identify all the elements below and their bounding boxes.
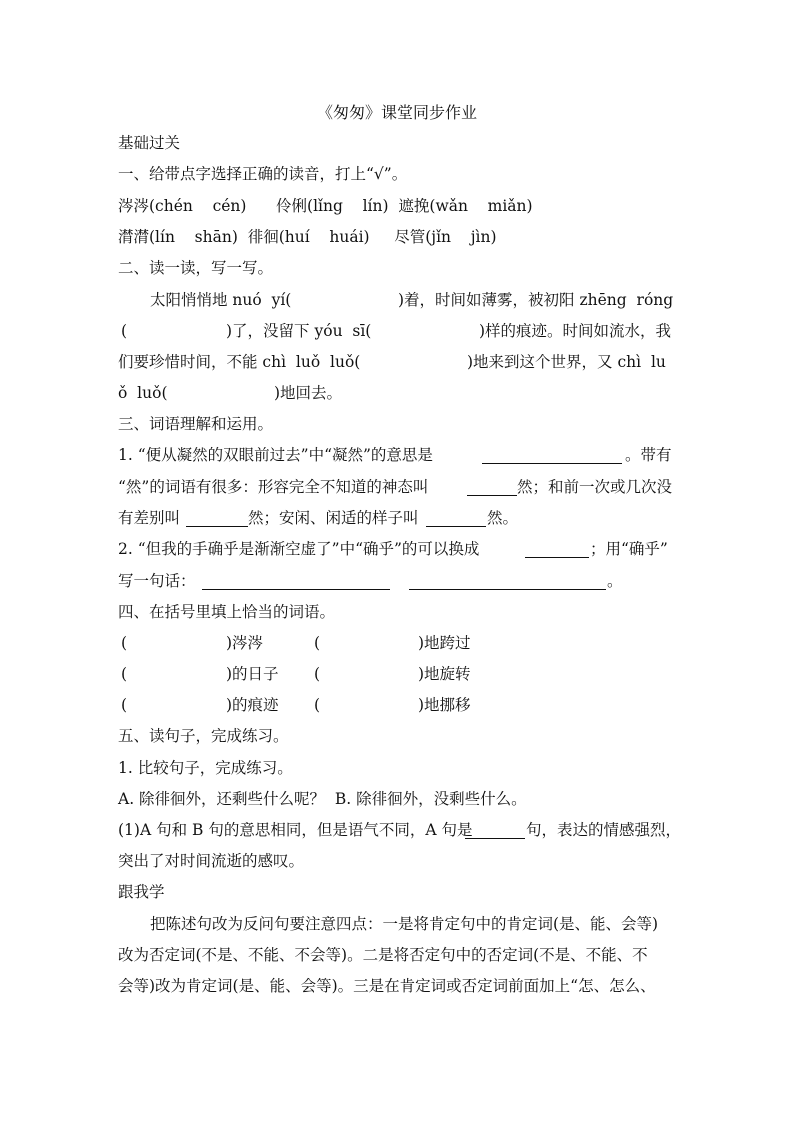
answer-blank[interactable] [482, 447, 622, 464]
answer-blank[interactable] [186, 510, 248, 527]
q4-row-2-left: )的日子 [226, 665, 279, 683]
q3-1-line-2a: “然”的词语有很多：形容完全不知道的神态叫 [118, 478, 429, 496]
q4-open-paren: ( [314, 696, 321, 714]
q2-heading: 二、读一读，写一写。 [118, 259, 274, 277]
q3-1-line-3c: 然。 [487, 509, 519, 527]
q3-1-line-2b: 然；和前一次或几次没 [517, 478, 673, 496]
q2-line-4b: )地回去。 [274, 384, 343, 402]
follow-paragraph-line-1: 把陈述句改为反问句要注意四点：一是将肯定句中的肯定词(是、能、会等) [150, 915, 659, 933]
q4-open-paren: ( [121, 696, 128, 714]
q4-open-paren: ( [121, 634, 128, 652]
q5-sub-1b: 句，表达的情感强烈， [526, 821, 682, 839]
q3-2-line-1b: ；用“确乎” [590, 540, 668, 558]
q2-line-2b: )了，没留下 yóu sī( [226, 322, 372, 340]
q4-row-1-left: )涔涔 [226, 634, 264, 652]
q1-pinyin-row-1: 涔涔(chén cén) 伶俐(lǐng lín) 遮挽(wǎn miǎn) [118, 197, 533, 215]
q2-line-4a: ǒ luǒ( [118, 384, 168, 402]
q2-line-3a: 们要珍惜时间，不能 chì luǒ luǒ( [118, 353, 361, 371]
q2-line-3b: )地来到这个世界，又 chì lu [467, 353, 666, 371]
q2-line-2a: ( [121, 322, 128, 340]
page-title: 《匆匆》课堂同步作业 [316, 103, 477, 122]
q2-line-1b: )着，时间如薄雾，被初阳 zhēng róng [398, 291, 674, 309]
q5-sub-1c: 突出了对时间流逝的感叹。 [118, 852, 305, 870]
q3-1-line-1b: 。带有 [625, 446, 672, 464]
answer-blank[interactable] [426, 510, 486, 527]
q2-line-2c: )样的痕迹。时间如流水，我 [479, 322, 672, 340]
q4-row-1-right: )地跨过 [418, 634, 471, 652]
q5-item-1: 1. 比较句子，完成练习。 [118, 759, 293, 777]
section-basic: 基础过关 [118, 134, 181, 152]
q4-row-3-left: )的痕迹 [226, 696, 279, 714]
follow-paragraph-line-3: 会等)改为肯定词(是、能、会等)。三是在肯定词或否定词前面加上“怎、怎么、 [118, 977, 656, 995]
q3-1-line-3a: 有差别叫 [118, 509, 181, 527]
q3-heading: 三、词语理解和运用。 [118, 415, 274, 433]
follow-paragraph-line-2: 改为否定词(不是、不能、不会等)。二是将否定句中的否定词(不是、不能、不 [118, 946, 648, 964]
answer-blank[interactable] [202, 573, 390, 590]
q3-2-line-2a: 写一句话： [118, 572, 196, 590]
q3-1-line-1a: 1. “便从凝然的双眼前过去”中“凝然”的意思是 [118, 446, 433, 464]
q5-sentences-ab: A. 除徘徊外，还剩些什么呢？ B. 除徘徊外，没剩些什么。 [118, 790, 527, 808]
q4-row-2-right: )地旋转 [418, 665, 471, 683]
q4-heading: 四、在括号里填上恰当的词语。 [118, 603, 336, 621]
q5-heading: 五、读句子，完成练习。 [118, 727, 289, 745]
q4-open-paren: ( [121, 665, 128, 683]
answer-blank[interactable] [525, 541, 589, 558]
q1-heading: 一、给带点字选择正确的读音，打上“√”。 [118, 165, 408, 183]
answer-blank[interactable] [467, 479, 517, 496]
answer-blank[interactable] [409, 573, 606, 590]
q4-open-paren: ( [314, 634, 321, 652]
q1-pinyin-row-2: 潸潸(lín shān) 徘徊(huí huái) 尽管(jǐn jìn) [118, 228, 497, 246]
q3-2-line-1a: 2. “但我的手确乎是渐渐空虚了”中“确乎”的可以换成 [118, 540, 480, 558]
q4-open-paren: ( [314, 665, 321, 683]
answer-blank[interactable] [465, 822, 525, 839]
q2-line-1a: 太阳悄悄地 nuó yí( [150, 291, 292, 309]
q4-row-3-right: )地挪移 [418, 696, 471, 714]
q5-sub-1a: (1)A 句和 B 句的意思相同，但是语气不同，A 句是 [118, 821, 473, 839]
q3-2-line-2b: 。 [607, 572, 623, 590]
q3-1-line-3b: 然；安闲、闲适的样子叫 [248, 509, 419, 527]
follow-heading: 跟我学 [118, 883, 165, 901]
